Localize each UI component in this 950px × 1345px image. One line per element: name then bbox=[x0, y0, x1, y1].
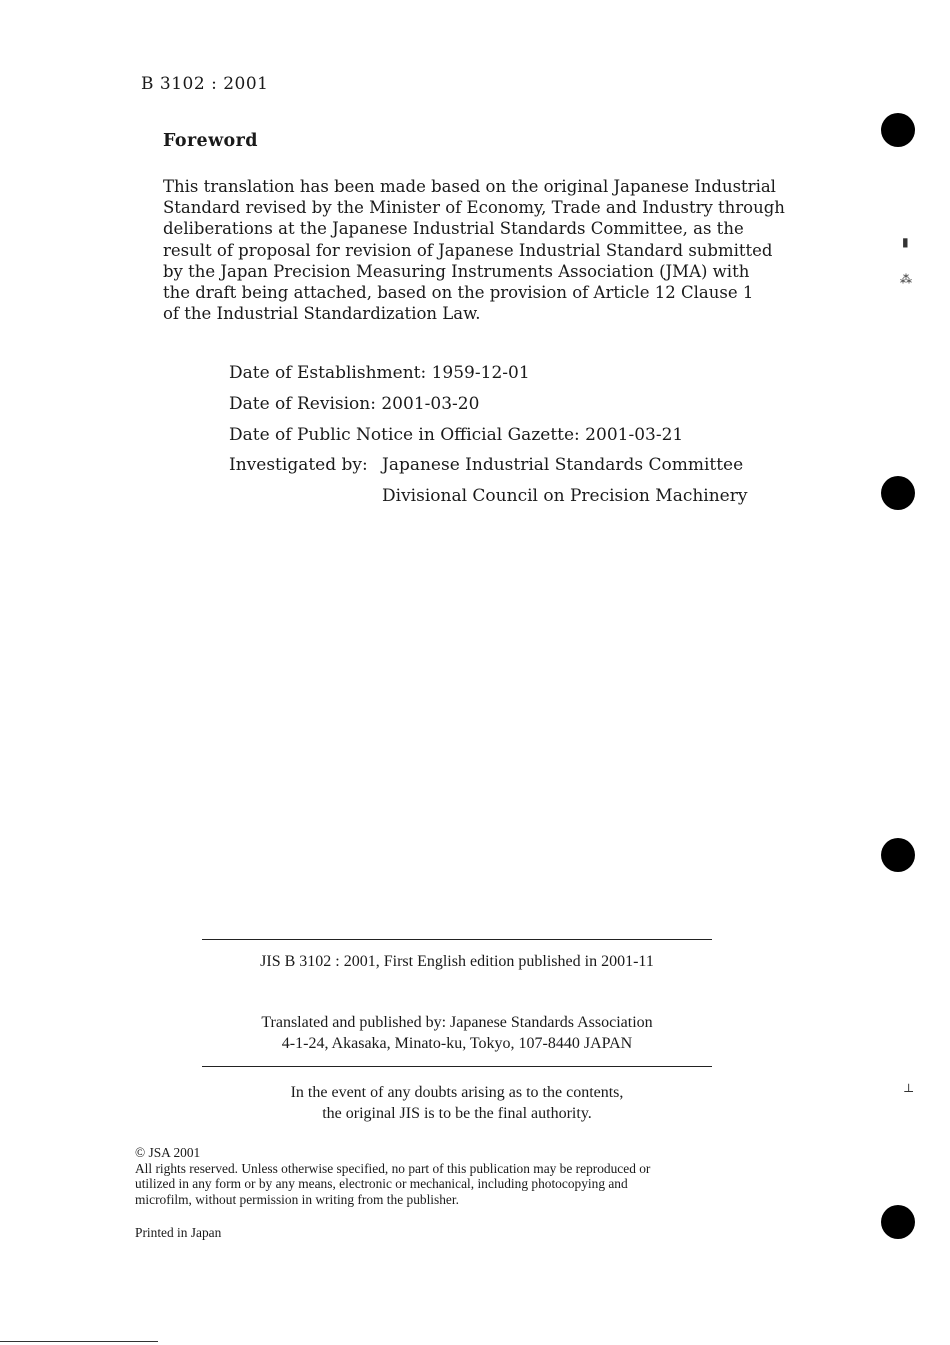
foreword-title: Foreword bbox=[163, 131, 258, 151]
copyright-notice: © JSA 2001 bbox=[135, 1145, 201, 1160]
foreword-line: the draft being attached, based on the provision of Article 12 Clause 1 bbox=[163, 283, 754, 303]
foreword-line: deliberations at the Japanese Industrial Standards Committee, as the bbox=[163, 219, 744, 239]
punch-hole bbox=[881, 476, 915, 510]
punch-hole bbox=[881, 1205, 915, 1239]
investigated-by-council: Divisional Council on Precision Machinery bbox=[382, 486, 748, 507]
standard-code: B 3102 : 2001 bbox=[141, 74, 269, 94]
scan-speck: ⁂ bbox=[900, 272, 912, 286]
dates-block bbox=[229, 362, 747, 516]
foreword-line: Standard revised by the Minister of Economy, Trade and Industry through bbox=[163, 198, 785, 218]
scan-edge-line bbox=[0, 1341, 158, 1342]
punch-hole bbox=[881, 838, 915, 872]
authority-line-2: the original JIS is to be the final authority. bbox=[322, 1104, 592, 1122]
divider-bottom bbox=[202, 1066, 712, 1067]
foreword-line: by the Japan Precision Measuring Instruments Association (JMA) with bbox=[163, 261, 750, 281]
foreword-body bbox=[163, 176, 803, 324]
translated-by-text: Translated and published by: Japanese Standards Association bbox=[261, 1014, 653, 1031]
copyright-line: utilized in any form or by any means, electronic or mechanical, including photocopying and bbox=[135, 1176, 628, 1192]
scan-speck: ⊥ bbox=[903, 1081, 915, 1095]
edition-line bbox=[202, 952, 712, 973]
divider-top bbox=[202, 939, 712, 940]
scan-speck: ▮ bbox=[902, 235, 909, 249]
investigated-by-committee: Japanese Industrial Standards Committee bbox=[382, 455, 744, 476]
date-of-establishment: Date of Establishment: 1959-12-01 bbox=[229, 363, 530, 383]
copyright-block bbox=[135, 1145, 785, 1207]
copyright-line: All rights reserved. Unless otherwise specified, no part of this publication may be reproduced or bbox=[135, 1160, 651, 1176]
date-of-revision: Date of Revision: 2001-03-20 bbox=[229, 393, 480, 414]
investigated-by-label: Investigated by: bbox=[229, 455, 368, 476]
publisher-block bbox=[202, 1013, 712, 1054]
date-of-public-notice: Date of Public Notice in Official Gazette: 2001-03-21 bbox=[229, 424, 684, 445]
printed-in: Printed in Japan bbox=[135, 1225, 222, 1240]
punch-hole bbox=[881, 113, 915, 147]
edition-text: JIS B 3102 : 2001, First English edition published in 2001-11 bbox=[260, 953, 654, 970]
publisher-address: 4-1-24, Akasaka, Minato-ku, Tokyo, 107-8440 JAPAN bbox=[281, 1034, 633, 1052]
authority-line-1: In the event of any doubts arising as to the contents, bbox=[290, 1084, 624, 1101]
copyright-line: microfilm, without permission in writing from the publisher. bbox=[135, 1191, 459, 1207]
authority-note bbox=[202, 1083, 712, 1124]
foreword-line: result of proposal for revision of Japanese Industrial Standard submitted bbox=[163, 240, 773, 260]
foreword-line: This translation has been made based on the original Japanese Industrial bbox=[163, 177, 776, 196]
foreword-line: of the Industrial Standardization Law. bbox=[163, 304, 481, 324]
investigated-by bbox=[229, 454, 747, 485]
